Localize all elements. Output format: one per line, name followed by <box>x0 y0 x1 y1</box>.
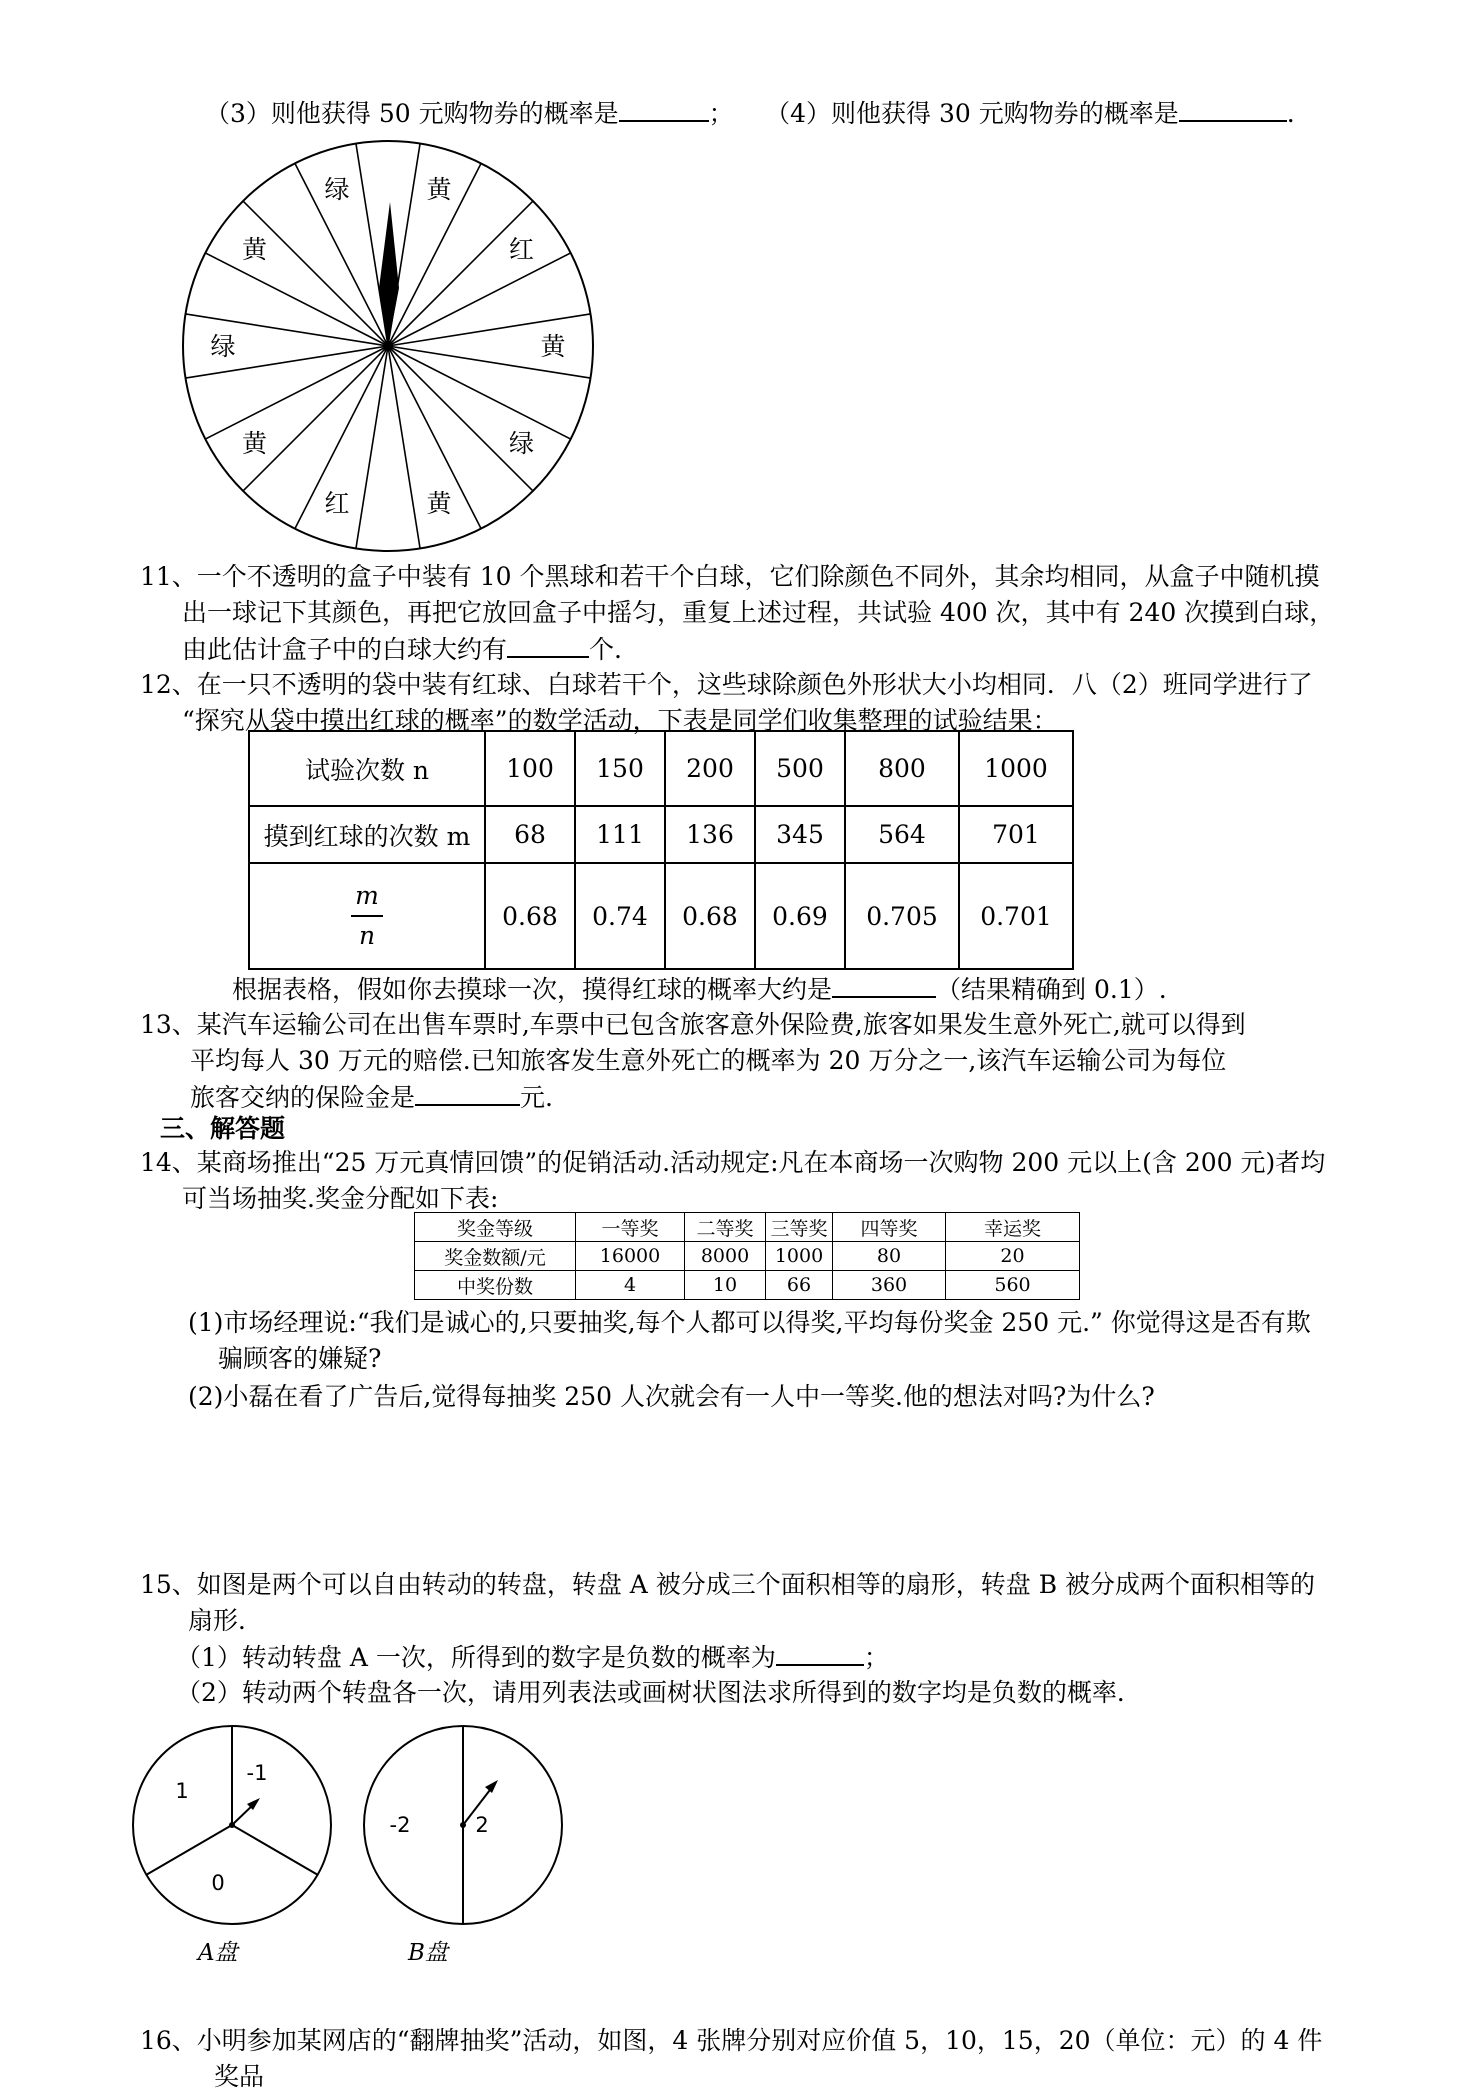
q14-sub1-line1: (1)市场经理说:“我们是诚心的,只要抽奖,每个人都可以得奖,平均每份奖金 250 元.” 你觉得这是否有欺 <box>188 1308 1311 1337</box>
wheel-sector-label: 黄 <box>242 235 268 265</box>
q15-sub2: （2）转动两个转盘各一次，请用列表法或画树状图法求所得到的数字均是负数的概率． <box>176 1678 1142 1707</box>
table-row-label: 摸到红球的次数 m <box>249 806 485 863</box>
q13-line1: 13、某汽车运输公司在出售车票时,车票中已包含旅客意外保险费,旅客如果发生意外死亡,就可以得到 <box>140 1010 1246 1039</box>
dial-a-caption: A盘 <box>198 1940 238 1966</box>
q12-line3: 根据表格，假如你去摸球一次，摸得红球的概率大约是 （结果精确到 0.1）. <box>232 972 1167 1007</box>
wheel-sector-line <box>388 346 533 491</box>
answer-blank[interactable] <box>507 632 589 658</box>
answer-blank[interactable] <box>1179 96 1287 122</box>
q13-line3: 旅客交纳的保险金是 元. <box>190 1080 553 1115</box>
dial-b-label: 2 <box>475 1813 489 1837</box>
wheel-sector-line <box>243 346 388 491</box>
wheel-sector-label: 黄 <box>540 332 566 361</box>
q14-line1: 14、某商场推出“25 万元真情回馈”的促销活动.活动规定:凡在本商场一次购物 200 元以上(含 200 元)者均 <box>140 1148 1326 1177</box>
wheel-sector-label: 红 <box>324 488 350 518</box>
q15-line1: 15、如图是两个可以自由转动的转盘，转盘 A 被分成三个面积相等的扇形，转盘 B 被分成两个面积相等的 <box>140 1570 1316 1599</box>
dial-b-caption: B盘 <box>408 1940 448 1966</box>
q10-part4: （4）则他获得 30 元购物券的概率是 <box>777 99 1179 128</box>
q16-line1: 16、小明参加某网店的“翻牌抽奖”活动，如图，4 张牌分别对应价值 5，10，15，20（单位：元）的 4 件 <box>140 2026 1323 2055</box>
answer-blank[interactable] <box>415 1080 520 1106</box>
pointer-needle <box>379 202 399 346</box>
wheel-sector-label: 黄 <box>426 488 452 518</box>
wheel-sector-label: 绿 <box>324 175 350 205</box>
q15-line2: 扇形． <box>188 1606 264 1635</box>
prize-table: 奖金等级 一等奖 二等奖 三等奖 四等奖 幸运奖 奖金数额/元 16000 8000 1000 80 20 中奖份数 4 10 66 360 560 <box>414 1212 1080 1300</box>
wheel-sector-line <box>243 201 388 346</box>
experiment-table: 试验次数 n 100 150 200 500 800 1000 摸到红球的次数 m 68 111 136 345 564 701 $\frac{m}{n}$ 0.68 0.74 0.68 0.69 0.705 0.701 <box>248 730 1074 970</box>
q10-line: （3）则他获得 50 元购物券的概率是 ； （4）则他获得 30 元购物券的概率是 . <box>205 96 1295 131</box>
q12-line2: “探究从袋中摸出红球的概率”的数学活动，下表是同学们收集整理的试验结果： <box>182 706 1058 735</box>
dial-b-label: -2 <box>389 1813 411 1837</box>
wheel-sector-line <box>388 201 533 346</box>
dial-b <box>348 1710 578 1940</box>
dial-a-label: -1 <box>246 1761 268 1785</box>
wheel-sector-label: 绿 <box>210 332 236 361</box>
q13-line2: 平均每人 30 万元的赔偿.已知旅客发生意外死亡的概率为 20 万分之一,该汽车运输公司为每位 <box>190 1046 1227 1075</box>
wheel-sector-label: 红 <box>508 235 534 265</box>
table-row-label: 试验次数 n <box>249 731 485 806</box>
fraction-cell <box>249 863 485 969</box>
q16-line2: 奖品 <box>214 2062 265 2091</box>
dial-a <box>130 1710 360 1940</box>
wheel-sector-label: 绿 <box>508 428 534 458</box>
section-heading: 三、解答题 <box>160 1114 286 1143</box>
answer-blank[interactable] <box>832 972 936 998</box>
dial-a-label: 1 <box>175 1779 189 1803</box>
answer-blank[interactable] <box>619 96 709 122</box>
q11-line2: 出一球记下其颜色，再把它放回盒子中摇匀，重复上述过程，共试验 400 次，其中有 240 次摸到白球， <box>182 598 1335 627</box>
q14-sub2: (2)小磊在看了广告后,觉得每抽奖 250 人次就会有一人中一等奖.他的想法对吗?为什么? <box>188 1382 1155 1411</box>
q10-part3: （3）则他获得 50 元购物券的概率是 <box>205 99 619 128</box>
fraction-m-over-n: $\frac{m}{n}$ <box>351 877 383 955</box>
q15-sub1: （1）转动转盘 A 一次，所得到的数字是负数的概率为 ； <box>176 1640 889 1675</box>
spinner-wheel <box>178 140 598 560</box>
wheel-sector-label: 黄 <box>242 428 268 458</box>
q11-line1: 11、一个不透明的盒子中装有 10 个黑球和若干个白球，它们除颜色不同外，其余均相同，从盒子中随机摸 <box>140 562 1320 591</box>
q12-line1: 12、在一只不透明的袋中装有红球、白球若干个，这些球除颜色外形状大小均相同．八（2）班同学进行了 <box>140 670 1313 699</box>
q14-sub1-line2: 骗顾客的嫌疑? <box>218 1344 382 1373</box>
dial-a-label: 0 <box>211 1871 225 1895</box>
q11-line3: 由此估计盒子中的白球大约有 个. <box>182 632 622 667</box>
answer-blank[interactable] <box>776 1640 864 1666</box>
q14-line2: 可当场抽奖.奖金分配如下表: <box>182 1184 499 1213</box>
wheel-sector-label: 黄 <box>426 175 452 205</box>
